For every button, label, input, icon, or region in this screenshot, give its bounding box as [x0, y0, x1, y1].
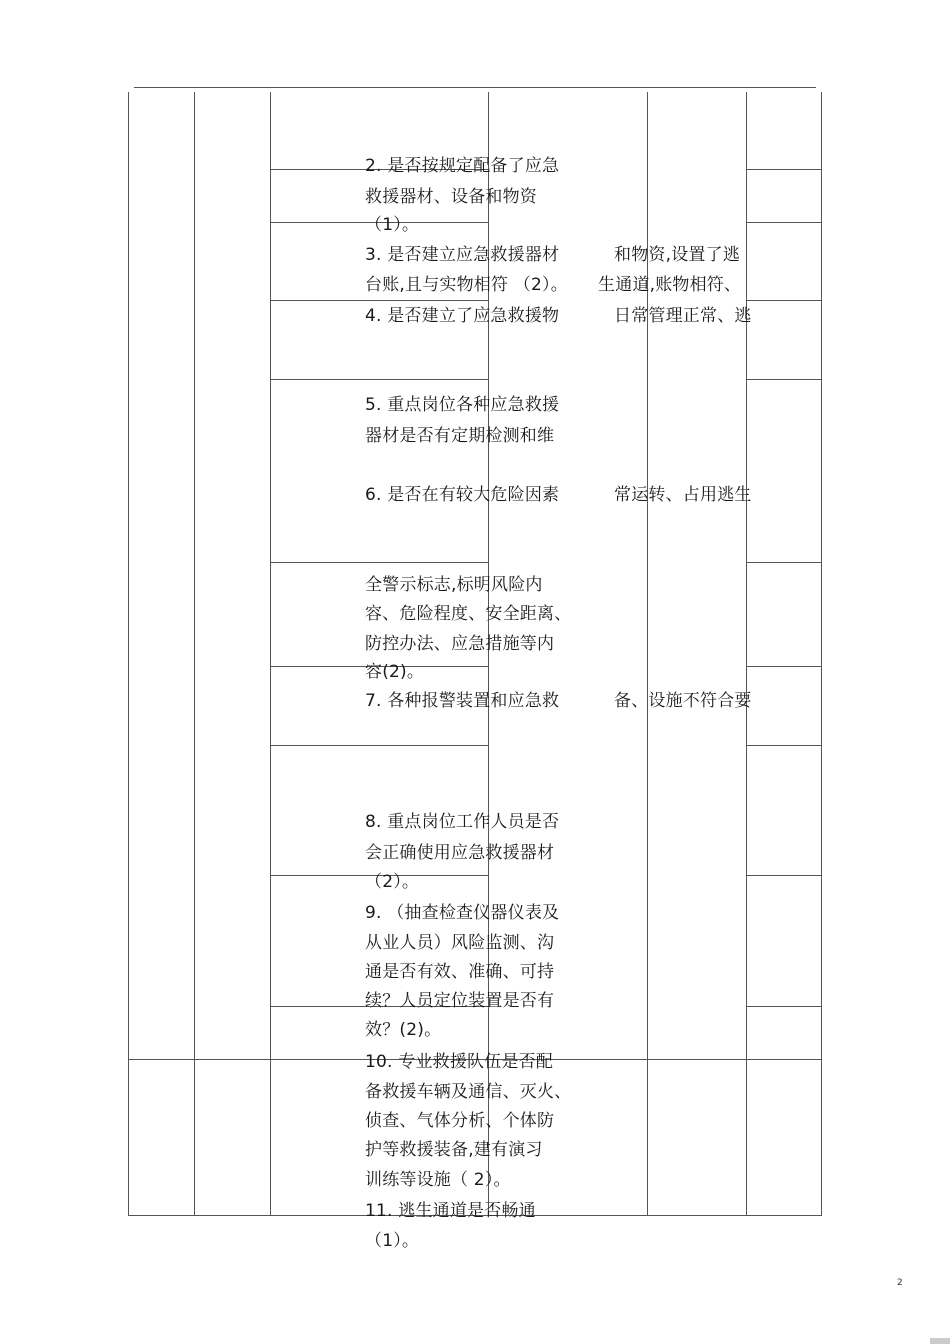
corner-mark [930, 1338, 950, 1344]
criteria-line: 8. 重点岗位工作人员是否 [365, 812, 560, 832]
column-divider [194, 92, 195, 1216]
column-divider [270, 92, 271, 1216]
column-divider [746, 92, 747, 1216]
row-divider [746, 1006, 822, 1007]
criteria-line: 从业人员）风险监测、沟 [365, 933, 555, 953]
criteria-line: （2）。 [365, 872, 420, 892]
criteria-line: 7. 各种报警装置和应急救 [365, 691, 560, 711]
row-divider [746, 666, 822, 667]
deduction-line: 和物资,设置了逃 [614, 245, 741, 265]
criteria-line: 9. （抽查检查仪器仪表及 [365, 903, 560, 923]
row-divider [746, 169, 822, 170]
criteria-line: 容、危险程度、安全距离、 [365, 604, 572, 624]
criteria-line: 容(2)。 [365, 662, 425, 682]
row-divider [746, 745, 822, 746]
criteria-line: （1）。 [365, 215, 420, 235]
criteria-line: 续？人员定位装置是否有 [365, 991, 555, 1011]
row-divider [270, 379, 489, 380]
criteria-line: （1）。 [365, 1231, 420, 1251]
page-number: 2 [897, 1278, 903, 1288]
criteria-line: 救援器材、设备和物资 [365, 187, 537, 207]
criteria-line: 会正确使用应急救援器材 [365, 843, 555, 863]
criteria-line: 通是否有效、准确、可持 [365, 962, 555, 982]
criteria-line: 护等救援装备,建有演习 [365, 1140, 543, 1160]
criteria-line: 6. 是否在有较大危险因素 [365, 485, 560, 505]
row-divider [270, 745, 489, 746]
deduction-line: 生通道,账物相符、 [598, 275, 742, 295]
criteria-line: 10. 专业救援队伍是否配 [365, 1052, 554, 1072]
criteria-line: 训练等设施（ 2）。 [365, 1170, 511, 1190]
criteria-line: 全警示标志,标明风险内 [365, 575, 543, 595]
deduction-line: 备、设施不符合要 [614, 691, 752, 711]
criteria-line: 5. 重点岗位各种应急救援 [365, 395, 560, 415]
row-divider [746, 222, 822, 223]
row-divider [270, 562, 489, 563]
criteria-line: 防控办法、应急措施等内 [365, 634, 555, 654]
criteria-line: 器材是否有定期检测和维 [365, 426, 555, 446]
criteria-line: 3. 是否建立应急救援器材 [365, 245, 560, 265]
table-border-right [821, 92, 822, 1216]
deduction-line: 常运转、占用逃生 [614, 485, 752, 505]
criteria-line: 4. 是否建立了应急救援物 [365, 306, 560, 326]
criteria-line: 11. 逃生通道是否畅通 [365, 1201, 536, 1221]
row-divider [746, 562, 822, 563]
row-divider [746, 379, 822, 380]
row-divider [746, 300, 822, 301]
header-rule [134, 87, 816, 88]
row-divider [746, 875, 822, 876]
criteria-line: 2. 是否按规定配备了应急 [365, 156, 560, 176]
criteria-line: 效？(2)。 [365, 1020, 442, 1040]
criteria-line: 侦查、气体分析、个体防 [365, 1111, 555, 1131]
criteria-line: 备救援车辆及通信、灭火、 [365, 1082, 572, 1102]
deduction-line: 日常管理正常、逃 [614, 306, 752, 326]
table-border-left [128, 92, 129, 1216]
criteria-line: 台账,且与实物相符 （2）。 [365, 275, 568, 295]
